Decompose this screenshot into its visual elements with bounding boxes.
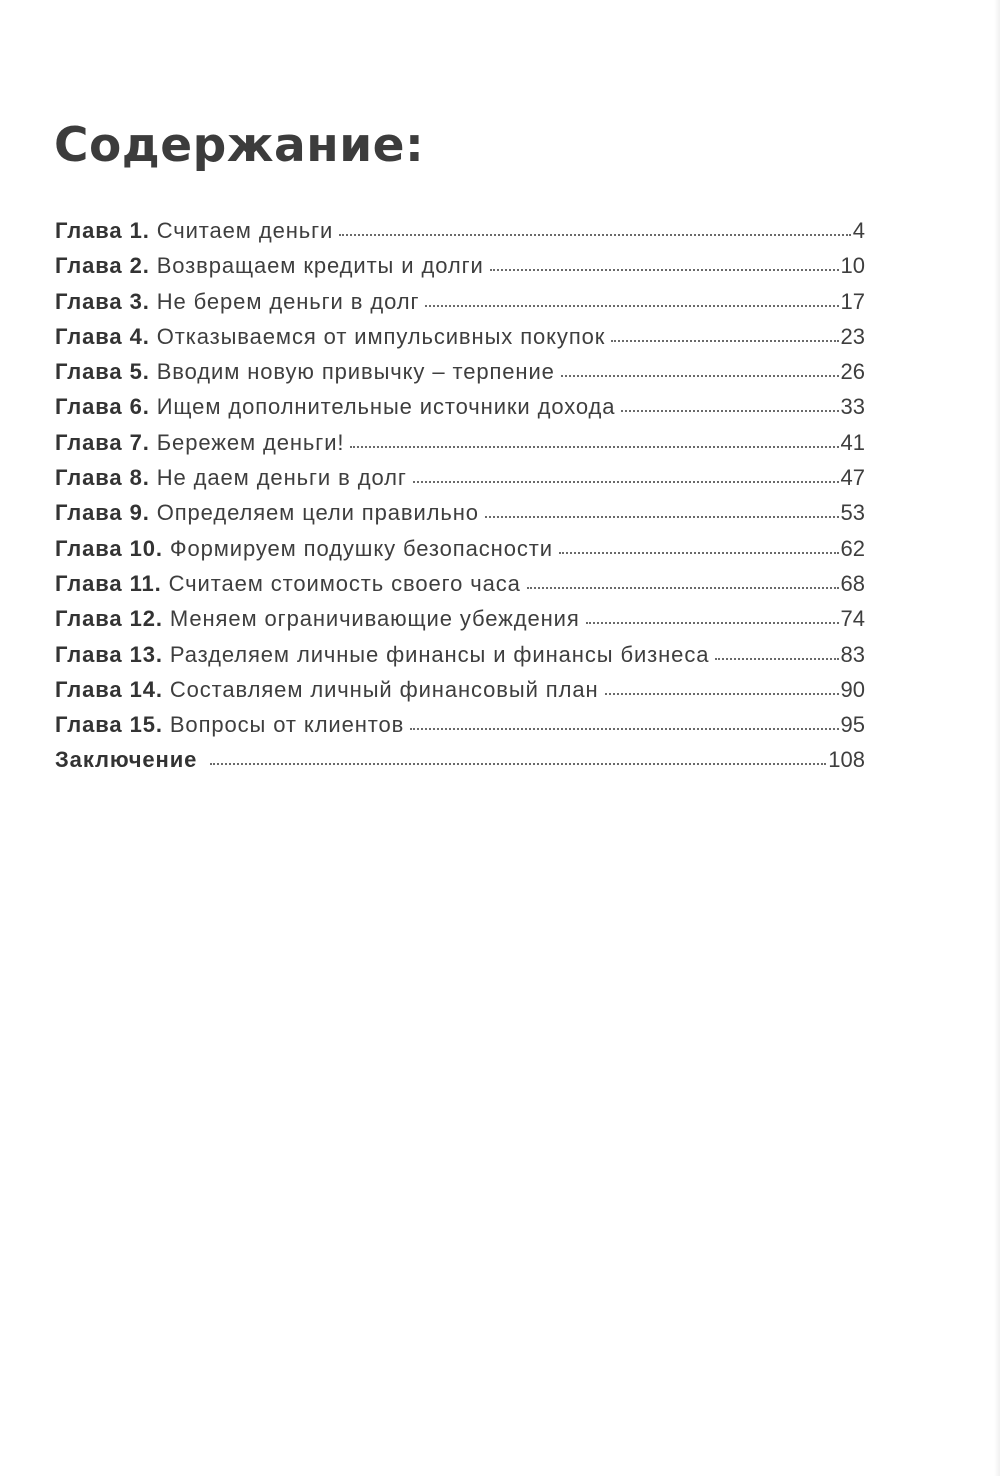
chapter-label: Глава 13.: [55, 641, 163, 667]
dot-leader: [561, 375, 839, 377]
chapter-title: Вводим новую привычку – терпение: [156, 359, 555, 385]
chapter-label: Глава 11.: [55, 570, 162, 596]
chapter-title: Не берем деньги в долг: [156, 288, 420, 314]
table-of-contents: [55, 218, 865, 783]
toc-entry-11[interactable]: [55, 571, 865, 606]
toc-entry-4[interactable]: [55, 324, 865, 359]
toc-entry-6[interactable]: [55, 394, 865, 429]
chapter-label: Глава 14.: [55, 676, 163, 702]
page-number: 62: [840, 535, 865, 561]
page-edge-shadow: [994, 0, 1000, 1476]
dot-leader: [715, 658, 838, 660]
chapter-title: Формируем подушку безопасности: [169, 535, 553, 561]
chapter-label: Глава 12.: [55, 606, 163, 632]
page-number: 26: [840, 359, 865, 385]
chapter-label: Глава 1.: [55, 218, 150, 243]
chapter-title: Ищем дополнительные источники дохода: [156, 394, 616, 420]
page-number: 4: [852, 218, 865, 243]
toc-entry-12[interactable]: [55, 606, 865, 641]
page-number: 23: [840, 323, 865, 349]
toc-entry-8[interactable]: [55, 465, 865, 500]
chapter-label: Глава 4.: [55, 323, 150, 349]
page-title: Содержание:: [54, 118, 425, 173]
chapter-title: Вопросы от клиентов: [169, 712, 405, 738]
dot-leader: [586, 622, 839, 624]
dot-leader: [559, 552, 839, 554]
chapter-title: Отказываемся от импульсивных покупок: [156, 323, 606, 349]
chapter-title: Определяем цели правильно: [156, 500, 479, 526]
dot-leader: [339, 234, 851, 236]
toc-entry-5[interactable]: [55, 359, 865, 394]
page-number: 10: [840, 253, 865, 279]
toc-entry-15[interactable]: [55, 712, 865, 747]
toc-entry-7[interactable]: [55, 430, 865, 465]
dot-leader: [490, 269, 839, 271]
page-number: 95: [840, 712, 865, 738]
dot-leader: [413, 481, 839, 483]
page-number: 108: [828, 747, 865, 773]
chapter-title: Считаем деньги: [156, 218, 334, 243]
chapter-title: Не даем деньги в долг: [156, 465, 407, 491]
toc-entry-2[interactable]: [55, 253, 865, 288]
toc-entry-1[interactable]: [55, 218, 865, 253]
chapter-label: Глава 15.: [55, 712, 163, 738]
dot-leader: [605, 693, 839, 695]
toc-entry-3[interactable]: [55, 289, 865, 324]
page-number: 90: [840, 676, 865, 702]
page-number: 33: [840, 394, 865, 420]
dot-leader: [527, 587, 839, 589]
chapter-label: Глава 2.: [55, 253, 150, 279]
chapter-title: Разделяем личные финансы и финансы бизнеса: [169, 641, 710, 667]
dot-leader: [410, 728, 838, 730]
chapter-title: Меняем ограничивающие убеждения: [169, 606, 580, 632]
toc-entry-14[interactable]: [55, 677, 865, 712]
toc-entry-9[interactable]: [55, 500, 865, 535]
chapter-label: Глава 10.: [55, 535, 163, 561]
page-number: 17: [840, 288, 865, 314]
chapter-title: Бережем деньги!: [156, 429, 345, 455]
dot-leader: [611, 340, 838, 342]
dot-leader: [485, 516, 839, 518]
chapter-label: Глава 3.: [55, 288, 150, 314]
chapter-label: Глава 8.: [55, 465, 150, 491]
toc-entry-10[interactable]: [55, 536, 865, 571]
chapter-label: Заключение: [55, 747, 198, 773]
page-number: 41: [840, 429, 865, 455]
chapter-title: Составляем личный финансовый план: [169, 676, 599, 702]
toc-entry-13[interactable]: [55, 642, 865, 677]
page-number: 53: [840, 500, 865, 526]
page-number: 74: [840, 606, 865, 632]
page-number: 47: [840, 465, 865, 491]
dot-leader: [621, 410, 838, 412]
page-number: 68: [840, 570, 865, 596]
chapter-label: Глава 6.: [55, 394, 150, 420]
toc-entry-conclusion[interactable]: [55, 747, 865, 782]
dot-leader: [425, 305, 838, 307]
chapter-title: Считаем стоимость своего часа: [168, 570, 521, 596]
chapter-title: Возвращаем кредиты и долги: [156, 253, 484, 279]
dot-leader: [350, 446, 838, 448]
page-number: 83: [840, 641, 865, 667]
chapter-label: Глава 9.: [55, 500, 150, 526]
chapter-label: Глава 7.: [55, 429, 150, 455]
dot-leader: [210, 763, 826, 765]
chapter-label: Глава 5.: [55, 359, 150, 385]
